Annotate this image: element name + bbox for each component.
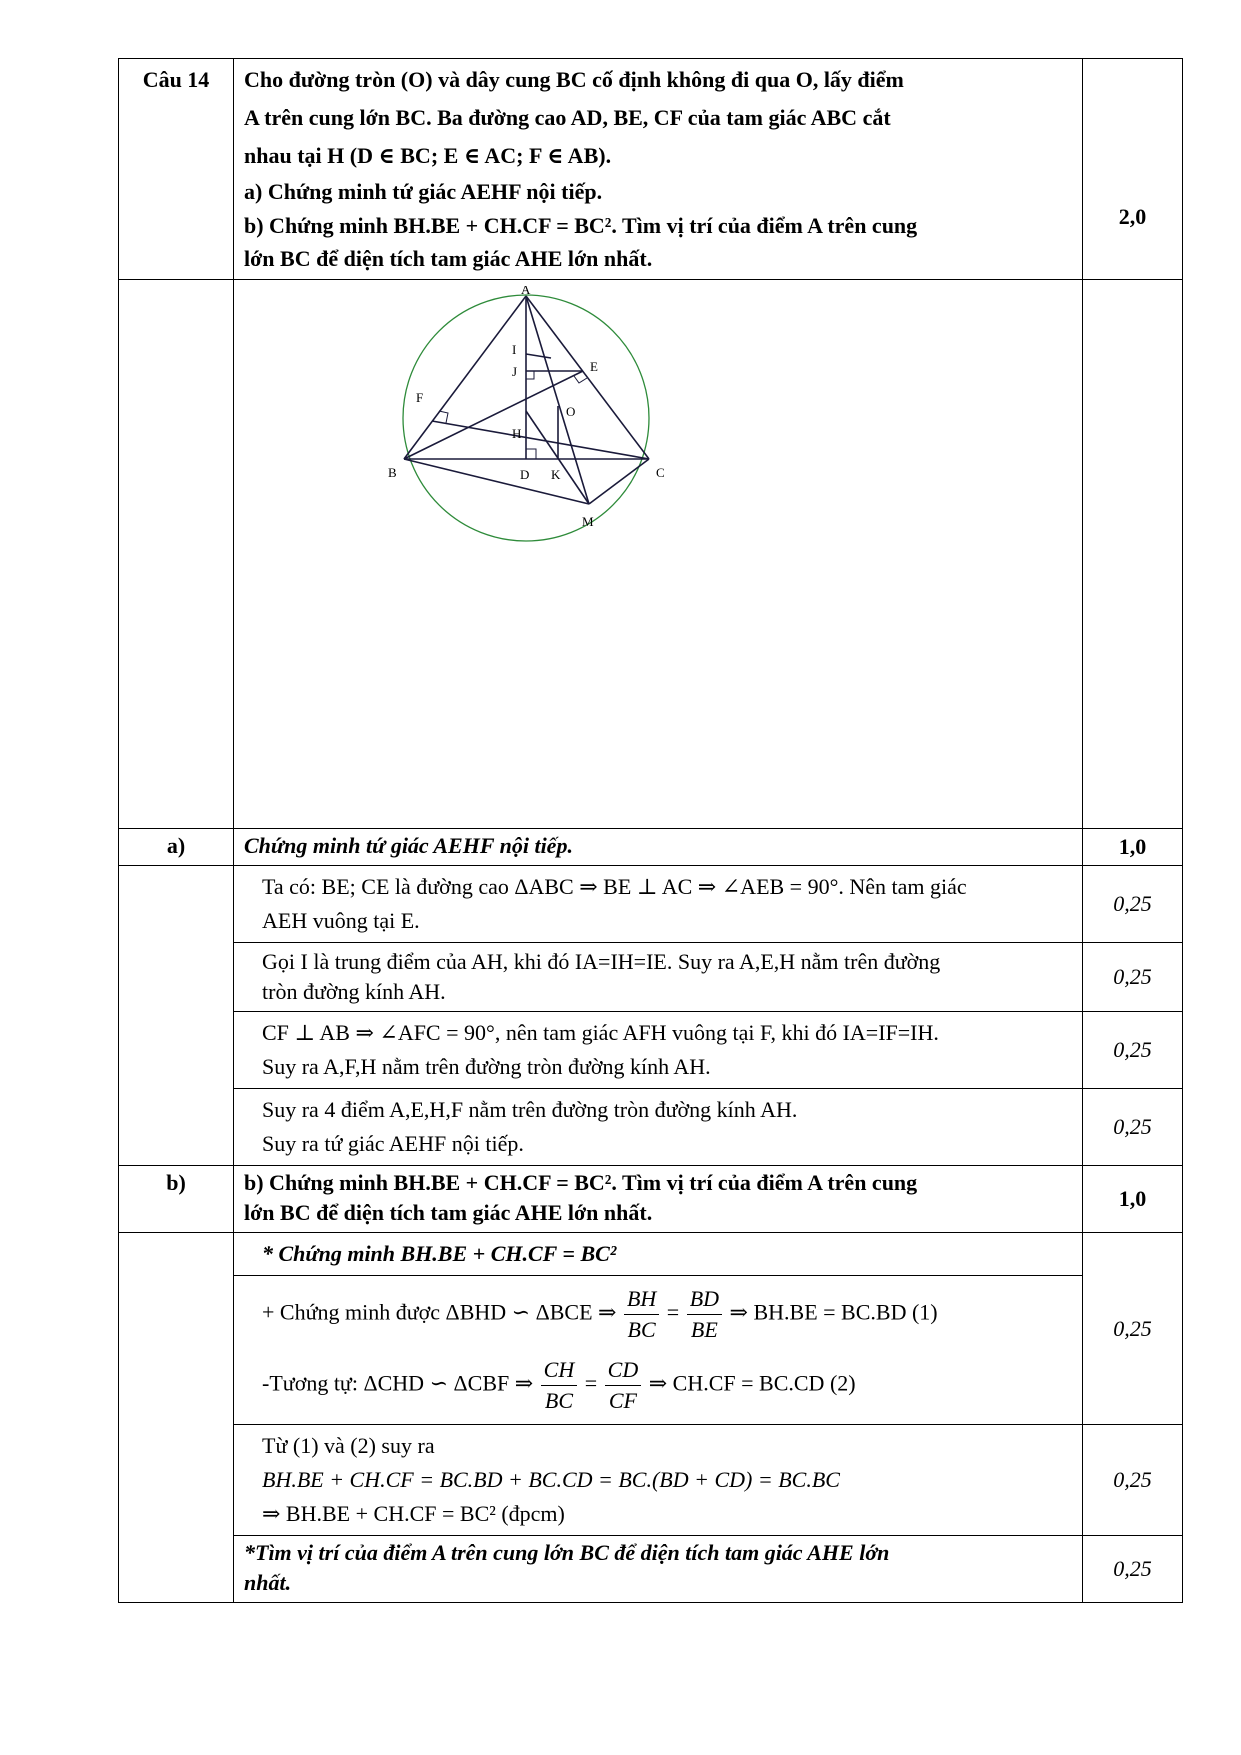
step-1: + Chứng minh được ΔBHD ∽ ΔBCE ⇒ $\frac{BH}{BC}$ = $\frac{BD}{BE}$ ⇒ BH.BE = BC.BD (1) [262,1284,1072,1345]
section-a-row-2-text [234,943,1083,1012]
question-label: Câu 14 [119,59,234,280]
section-a-row-4-line-2: Suy ra tứ giác AEHF nội tiếp. [262,1131,524,1156]
question-score: 2,0 [1083,59,1183,280]
section-a-row-4-score: 0,25 [1083,1089,1183,1166]
step-2-frac-2-num: CD [605,1355,642,1386]
step-2-fraction-2 [605,1355,642,1416]
right-angle-e [574,376,587,383]
section-b-score: 1,0 [1083,1166,1183,1233]
step-2-fraction-1 [541,1355,578,1416]
step-1-frac-2-num: BD [687,1284,722,1315]
step-1-frac-2-den: BE [690,1317,718,1342]
altitude-cf [432,421,649,459]
section-b-proof-heading: * Chứng minh BH.BE + CH.CF = BC² [234,1233,1083,1276]
section-b-find-score: 0,25 [1083,1536,1183,1603]
label-o: O [566,404,576,419]
find-line-2: nhất. [244,1570,292,1595]
prompt-line-1: Cho đường tròn (O) và dây cung BC cố định không đi qua O, lấy điểm [244,67,904,92]
section-b-title-line-2: lớn BC để diện tích tam giác AHE lớn nhất. [244,1200,653,1225]
figure-row [119,280,1183,829]
section-b-title [234,1166,1083,1233]
section-a-row-2-line-1: Gọi I là trung điểm của AH, khi đó IA=IH=IE. Suy ra A,E,H nằm trên đường [262,949,941,974]
section-a-row-4-line-1: Suy ra 4 điểm A,E,H,F nằm trên đường tròn đường kính AH. [262,1097,798,1122]
step-2-frac-1-den: BC [544,1388,574,1413]
figure-right-cell [1083,280,1183,829]
label-e: E [590,359,598,374]
section-a-row-3 [119,1012,1183,1089]
prompt-part-a: a) Chứng minh tứ giác AEHF nội tiếp. [244,179,603,204]
label-d: D [520,467,530,482]
section-a-row-3-line-2: Suy ra A,F,H nằm trên đường tròn đường kính AH. [262,1054,711,1079]
section-b-conclude [234,1425,1083,1536]
prompt-line-2: A trên cung lớn BC. Ba đường cao AD, BE, CF của tam giác ABC cắt [244,105,891,130]
section-a-row-2 [119,943,1183,1012]
label-a: A [521,286,531,297]
prompt-part-b-line-2: lớn BC để diện tích tam giác AHE lớn nhất. [244,246,653,271]
label-f: F [416,390,424,405]
step-1-prefix: + Chứng minh được ΔBHD ∽ ΔBCE ⇒ [262,1299,617,1325]
label-h: H [512,426,522,441]
conclude-line-2: BH.BE + CH.CF = BC.BD + BC.CD = BC.(BD + CD) = BC.BC [262,1467,840,1492]
section-a-row-1 [119,866,1183,943]
step-2-frac-2-den: CF [608,1388,637,1413]
section-b-heading-row [119,1233,1183,1276]
question-row [119,59,1183,280]
label-c: C [656,465,665,480]
section-a-row-2-line-2: tròn đường kính AH. [262,979,446,1004]
altitude-be [404,371,583,459]
label-i: I [512,342,517,357]
section-a-label: a) [119,829,234,866]
label-m: M [582,514,594,529]
right-angle-j [526,371,534,379]
conclude-line-3: ⇒ BH.BE + CH.CF = BC² (đpcm) [262,1501,565,1526]
figure-cell [234,280,1083,829]
step-1-fraction-1 [624,1284,659,1345]
geometry-figure [386,286,666,556]
section-a-row-4-text [234,1089,1083,1166]
step-1-suffix: ⇒ BH.BE = BC.BD (1) [729,1299,938,1325]
section-a-row-2-score: 0,25 [1083,943,1183,1012]
label-k: K [551,467,561,482]
step-2-frac-1-num: CH [541,1355,578,1386]
section-b-find [234,1536,1083,1603]
section-a-score: 1,0 [1083,829,1183,866]
section-a-row-3-line-1: CF ⊥ AB ⇒ ∠AFC = 90°, nên tam giác AFH vuông tại F, khi đó IA=IF=IH. [262,1020,939,1045]
section-b-header [119,1166,1183,1233]
conclude-line-1: Từ (1) và (2) suy ra [262,1433,435,1458]
section-b-steps [234,1276,1083,1425]
label-b: B [388,465,397,480]
right-angle-f [439,411,448,423]
section-b-step-score: 0,25 [1083,1233,1183,1425]
step-2-prefix: -Tương tự: ΔCHD ∽ ΔCBF ⇒ [262,1370,534,1396]
section-a-row-1-text [234,866,1083,943]
section-a-left-spacer [119,866,234,1166]
label-j: J [512,364,518,379]
segment-ij [526,354,551,358]
section-b-conclude-score: 0,25 [1083,1425,1183,1536]
section-a-row-4 [119,1089,1183,1166]
right-angle-d [526,449,536,459]
prompt-part-b-line-1: b) Chứng minh BH.BE + CH.CF = BC². Tìm vị trí của điểm A trên cung [244,213,918,238]
section-b-conclude-row [119,1425,1183,1536]
step-1-fraction-2 [687,1284,722,1345]
step-1-frac-1-den: BC [627,1317,656,1342]
find-line-1: *Tìm vị trí của điểm A trên cung lớn BC để diện tích tam giác AHE lớn [244,1540,890,1565]
section-b-find-row [119,1536,1183,1603]
section-a-row-3-score: 0,25 [1083,1012,1183,1089]
section-a-title: Chứng minh tứ giác AEHF nội tiếp. [234,829,1083,866]
side-ac [526,296,649,459]
section-b-steps-row [119,1276,1183,1425]
section-a-row-1-line-2: AEH vuông tại E. [262,908,420,933]
segment-cm [589,459,649,504]
section-b-label: b) [119,1166,234,1233]
step-2: -Tương tự: ΔCHD ∽ ΔCBF ⇒ $\frac{CH}{BC}$ = $\frac{CD}{CF}$ ⇒ CH.CF = BC.CD (2) [262,1355,1072,1416]
step-1-frac-1-num: BH [624,1284,659,1315]
prompt-line-3: nhau tại H (D ∈ BC; E ∈ AC; F ∈ AB). [244,143,612,168]
question-prompt [234,59,1083,280]
step-2-suffix: ⇒ CH.CF = BC.CD (2) [648,1370,856,1396]
section-b-title-line-1: b) Chứng minh BH.BE + CH.CF = BC². Tìm vị trí của điểm A trên cung [244,1170,918,1195]
section-b-left-spacer [119,1233,234,1603]
section-a-row-1-score: 0,25 [1083,866,1183,943]
section-a-row-3-text [234,1012,1083,1089]
section-a-row-1-line-1: Ta có: BE; CE là đường cao ΔABC ⇒ BE ⊥ AC ⇒ ∠AEB = 90°. Nên tam giác [262,874,967,899]
solution-table [118,58,1183,1603]
section-a-header [119,829,1183,866]
figure-left-cell [119,280,234,829]
